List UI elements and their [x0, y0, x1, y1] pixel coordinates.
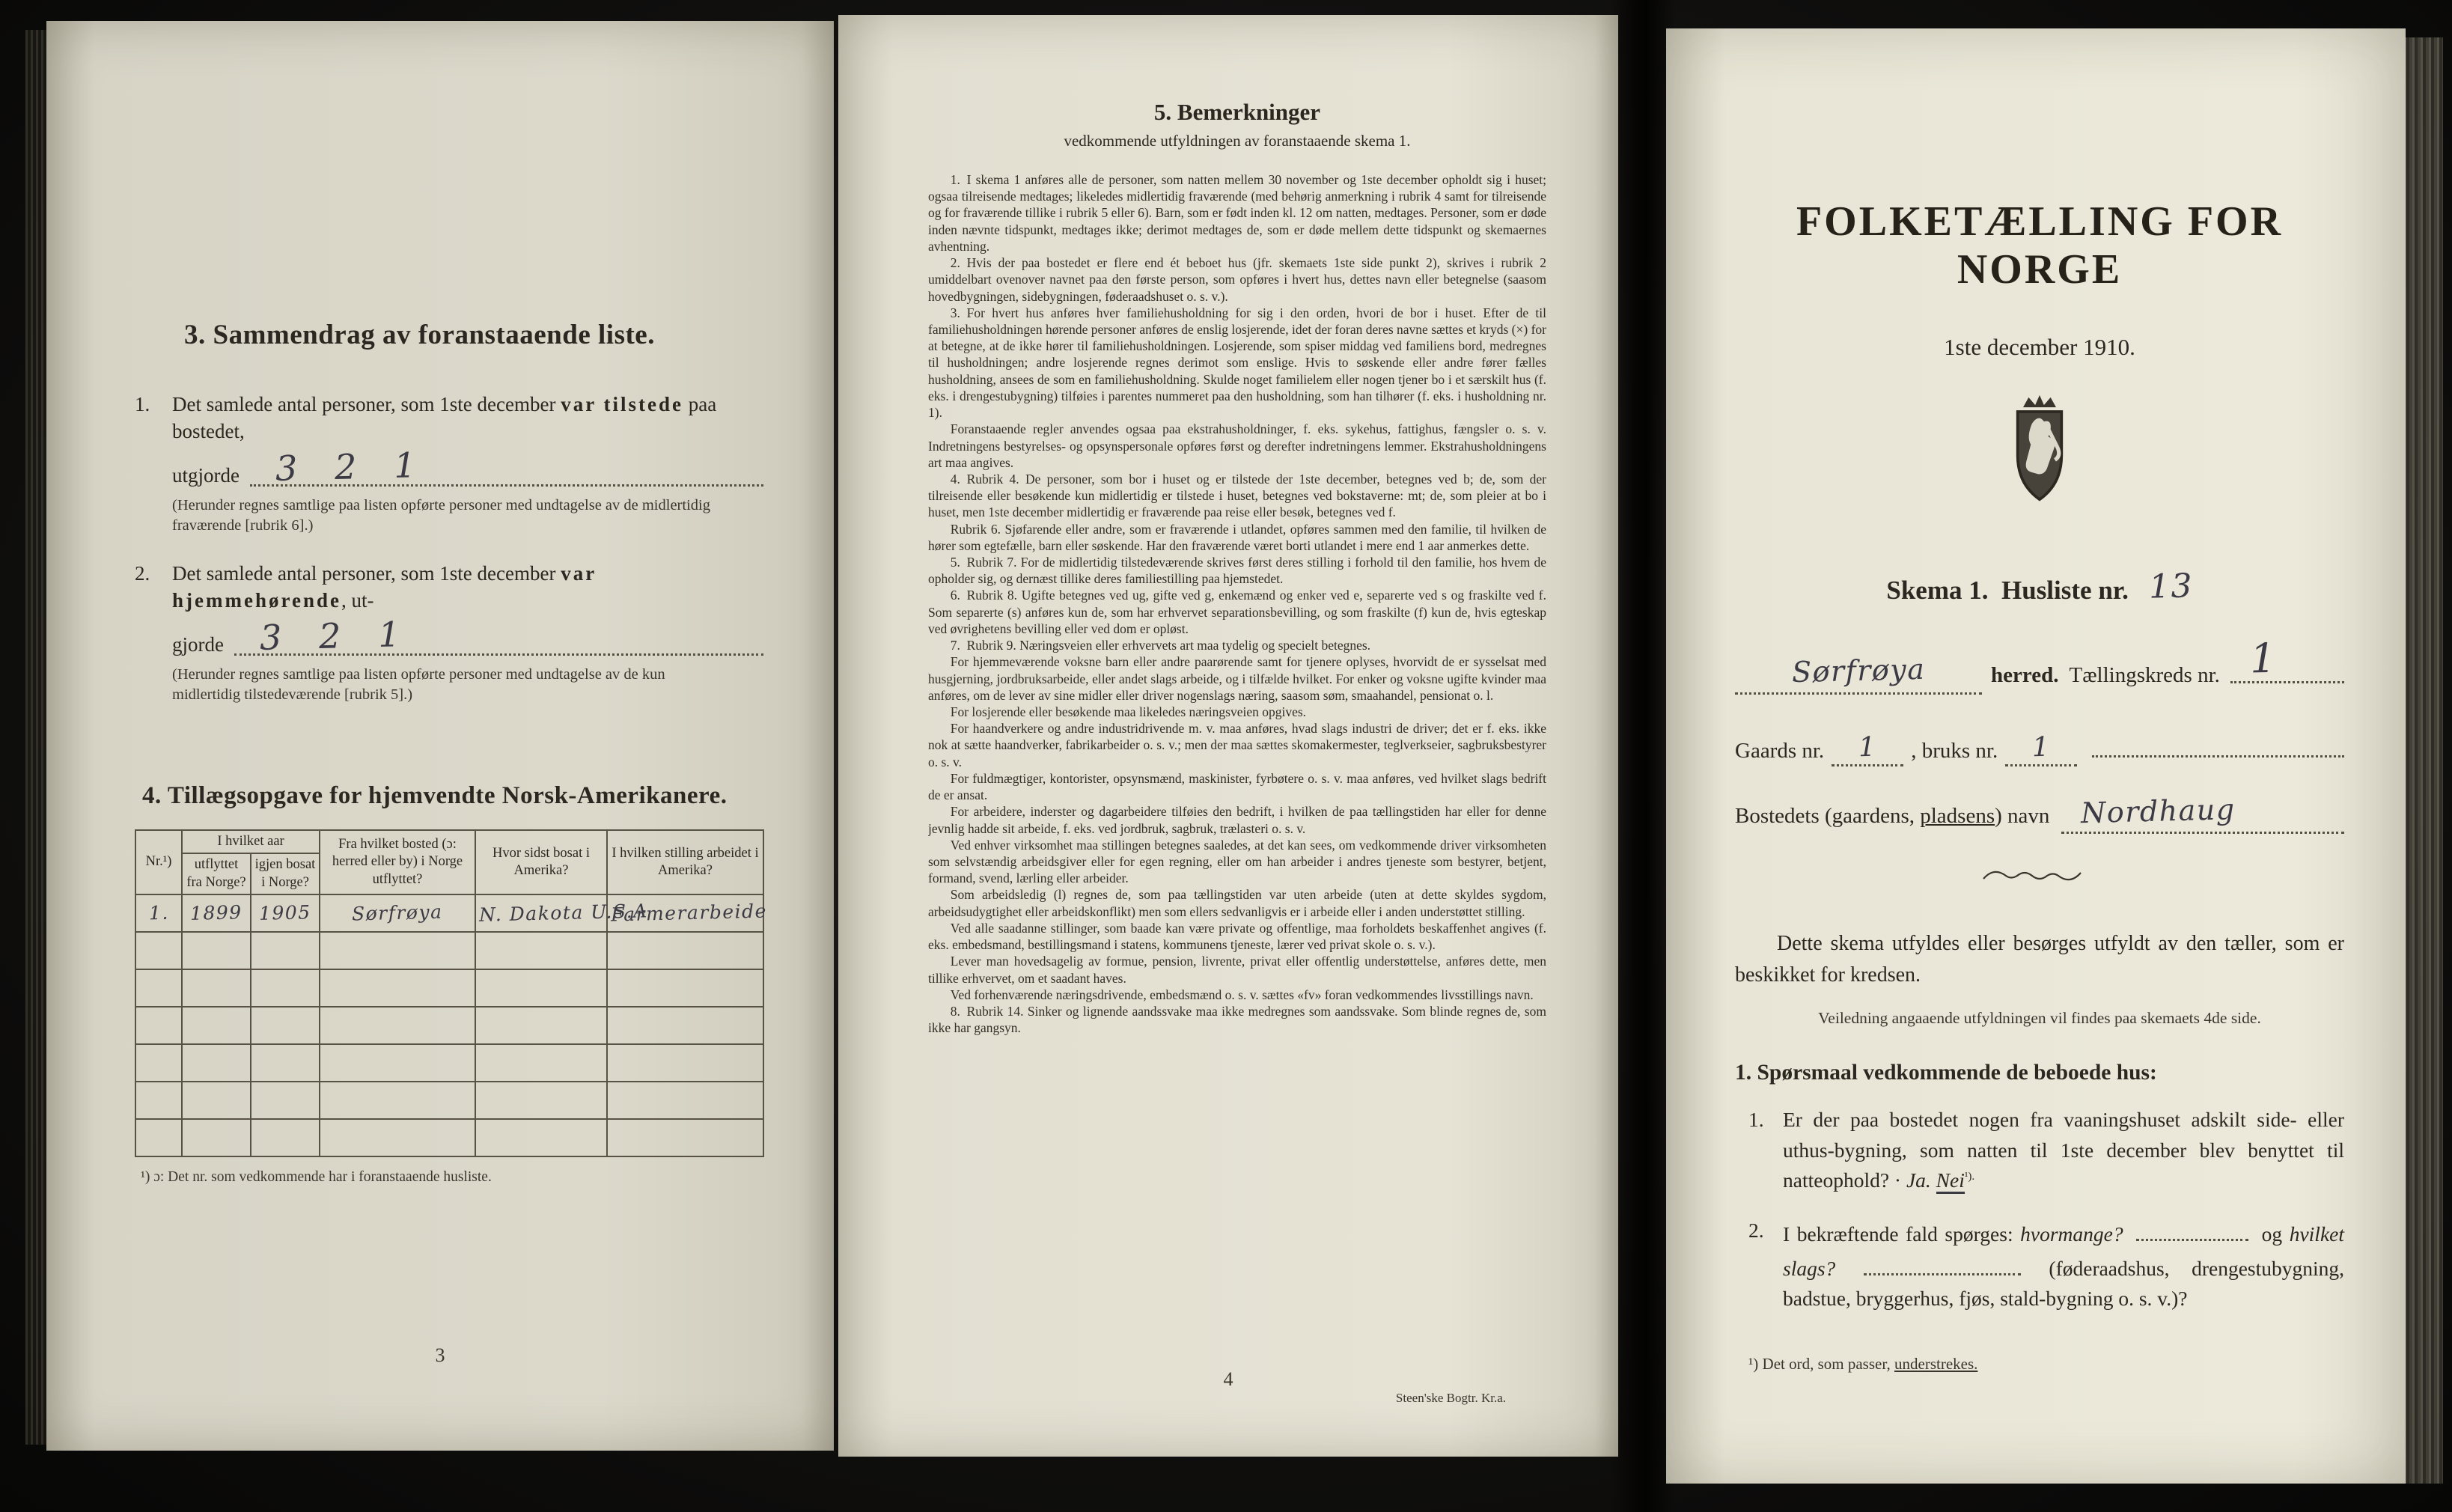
- husliste-number: 13: [2147, 567, 2194, 606]
- amerika-table-cell: [475, 894, 649, 932]
- skema-line: [1735, 569, 2344, 607]
- question-2: [1735, 1216, 2344, 1314]
- amerika-table-cell: [135, 894, 182, 932]
- right-page: [1666, 28, 2406, 1484]
- question-1: [1735, 1105, 2344, 1196]
- left-page-content: [46, 21, 834, 1451]
- answer-blank: [1864, 1250, 2021, 1275]
- bruk-number: 1: [2031, 731, 2051, 763]
- remark-paragraph: Foranstaaende regler anvendes ogsaa paa ekstrahusholdninger, f. eks. sykehus, fattighus, fængsler o. s. v. Indretningens bestyrelses- og opsynspersonale opføres først og derefter indretningens lemmer. Ekstrahusholdningens art maa angives.: [928, 421, 1546, 470]
- summary-fill-line: [172, 614, 763, 659]
- remark-paragraph: Ved alle saadanne stillinger, som baade kan være private og offentlige, maa forholdets beskaffenhet angives (f. eks. embedsmand, bestillingsmand i statens, kommunens tjeneste, lærer ved privat skole o. s. v.).: [928, 920, 1546, 953]
- amerika-table-cell: [251, 894, 320, 932]
- question-text: Er der paa bostedet nogen fra vaaningshuset adskilt side- eller uthus-bygning, som natten til 1ste december blev benyttet til natteophold? ·: [1783, 1108, 2344, 1192]
- amerika-table-cell: [320, 1007, 475, 1044]
- flourish-divider-icon: [1735, 867, 2344, 889]
- remarks-title: 5. Bemerkninger: [1153, 99, 1321, 125]
- amerika-table-cell: [475, 969, 607, 1007]
- bruk-blank: [2005, 731, 2077, 766]
- summary-text: utgjorde: [172, 464, 240, 487]
- kreds-blank: [2230, 634, 2344, 683]
- amerika-table-cell: [320, 969, 475, 1007]
- remark-paragraph: For arbeidere, inderster og dagarbeidere tilføies den bedrift, i hvilken de paa tællingstiden har eller for denne jevnlig hadde sit arbeide, f. eks. ved jordbruk, sagbruk, trælasteri o. s. v.: [928, 804, 1546, 836]
- amerika-table-row: [135, 1082, 763, 1119]
- column-header-nr: Nr.¹): [135, 830, 182, 894]
- coat-of-arms-icon: [1735, 391, 2344, 527]
- question-text: I bekræftende fald spørges:: [1783, 1222, 2021, 1246]
- page-number-left: 3: [435, 1344, 445, 1366]
- amerika-table-cell: [182, 1044, 251, 1082]
- page-footnote: [1735, 1355, 2344, 1374]
- amerika-table-cell: [607, 932, 763, 969]
- herred-line: [1735, 634, 2344, 695]
- bosted-label: [1735, 804, 2049, 829]
- gaard-number: 1: [1858, 731, 1877, 763]
- amerika-table-cell: [475, 1044, 607, 1082]
- amerika-table-cell: [135, 969, 182, 1007]
- fill-in-blank: [250, 445, 763, 490]
- bosted-label-pre: Bostedets (gaardens,: [1735, 804, 1921, 828]
- remark-paragraph: For haandverkere og andre industridrivende m. v. maa anføres, hvad slags industri de driver; det er f. eks. ikke nok at sætte haandverker, fabrikarbeider o. s. v.; men der maa sættes skomakermester, teglverkseier, sagbruksbestyrer o. s. v.: [928, 721, 1546, 769]
- handwritten-entry: Farmerarbeide: [610, 900, 768, 926]
- remark-paragraph: 7. Rubrik 9. Næringsveien eller erhvervets art maa tydelig og specielt betegnes.: [950, 638, 1371, 653]
- section4-title: 4. Tillægsopgave for hjemvendte Norsk-Amerikanere.: [142, 782, 728, 810]
- amerika-table-cell: [607, 1044, 763, 1082]
- remark-paragraph: 5. Rubrik 7. For de midlertidig tilstedeværende skrives først deres stilling i forhold til den familie, hos hvem de opholder sig, og dernæst tillike deres familiestilling paa hjemstedet.: [928, 555, 1546, 587]
- summary-emphasis: var hjemmehørende: [172, 562, 597, 612]
- question-number: 1.: [1748, 1108, 1764, 1131]
- column-header-igjen: igjen bosat i Norge?: [251, 853, 320, 894]
- amerika-table-cell: [182, 894, 251, 932]
- summary-emphasis: var tilstede: [561, 393, 683, 415]
- bruk-label: bruks nr.: [1921, 739, 1998, 763]
- page-edge-stack-right: [2404, 37, 2443, 1484]
- amerika-table-cell: [135, 1044, 182, 1082]
- question-italic: hvormange?: [2020, 1222, 2123, 1246]
- amerika-table-row: [135, 1119, 763, 1156]
- gaards-line: Gaards nr. 1 , bruks nr. 1: [1735, 725, 2344, 766]
- answer-ja: Ja.: [1906, 1168, 1931, 1192]
- remark-paragraph: 2. Hvis der paa bostedet er flere end ét beboet hus (jfr. skemaets 1ste side punkt 2), skrives i rubrik 2 umiddelbart ovenover navnet paa den første person, som opføres i hvert hus, dettes navn eller betegnelse (saasom hovedbygningen, sidebygningen, føderaadshuset o. s. v.).: [928, 255, 1546, 304]
- summary-line: [172, 391, 763, 445]
- amerika-table-cell: [135, 1119, 182, 1156]
- amerika-table-cell: [251, 1007, 320, 1044]
- amerika-table-cell: [475, 1082, 607, 1119]
- item-number: 1.: [135, 393, 150, 415]
- middle-page: [838, 15, 1618, 1457]
- amerika-table-cell: [607, 1119, 763, 1156]
- remark-paragraph: 8. Rubrik 14. Sinker og lignende aandssvake maa ikke medregnes som aandssvake. Som blinde regnes de, som ikke har gangsyn.: [928, 1003, 1546, 1036]
- census-date: 1ste december 1910.: [1944, 334, 2135, 360]
- bosted-name: Nordhaug: [2080, 793, 2236, 830]
- herred-label: herred.: [1991, 663, 2059, 687]
- table-footnote: ¹) ɔ: Det nr. som vedkommende har i foranstaaende husliste.: [141, 1168, 492, 1185]
- footnote-mark: ¹).: [1964, 1171, 1975, 1183]
- skema-label: Skema 1.: [1886, 576, 1989, 605]
- amerika-table-cell: [607, 969, 763, 1007]
- amerika-table-cell: [182, 969, 251, 1007]
- amerika-table-cell: [182, 1119, 251, 1156]
- summary-text: , ut-: [341, 588, 374, 612]
- column-header-bosted: Fra hvilket bosted (ɔ: herred eller by) i Norge utflyttet?: [320, 830, 475, 894]
- answer-blank: [2136, 1216, 2248, 1241]
- question-number: 2.: [1748, 1219, 1764, 1243]
- amerika-table-row: [135, 894, 763, 932]
- herred-blank: [1735, 652, 1982, 695]
- amerika-table-body: [135, 894, 768, 1156]
- kreds-label: Tællingskreds nr.: [2069, 663, 2220, 687]
- remark-paragraph: 6. Rubrik 8. Ugifte betegnes ved ug, gifte ved g, enkemænd og enker ved e, separerte ved s og fraskilte ved f. Som separerte (s) anføres kun de, som har erhvervet separationsbevilling, og som fraskilte (f) kun de, hvis egteskap ved øvrighetens bevilling eller ved dom er opløst.: [928, 588, 1546, 636]
- amerika-table-cell: [475, 932, 607, 969]
- amerika-table-cell: [182, 1082, 251, 1119]
- summary-line: [172, 561, 763, 614]
- amerika-table-row: [135, 1044, 763, 1082]
- page-number-middle: 4: [1223, 1368, 1233, 1390]
- remark-paragraph: Rubrik 6. Sjøfarende eller andre, som er fraværende i utlandet, opføres sammen med den familie, til hvilken de hører som egtefælle, barn eller søskende. Har den fraværende været borti utlandet i mere end 1 aar anmerkes dette.: [928, 521, 1546, 553]
- kreds-number: 1: [2249, 634, 2278, 683]
- column-header-utflyttet: utflyttet fra Norge?: [182, 853, 251, 894]
- gaard-label: Gaards nr.: [1735, 739, 1825, 763]
- answer-nei: Nei: [1936, 1168, 1965, 1194]
- summary-item-2: [135, 561, 763, 704]
- middle-page-content: [838, 15, 1618, 1457]
- footnote-underlined: understrekes.: [1894, 1355, 1978, 1374]
- amerika-table: [135, 829, 768, 1156]
- amerika-table-row: [135, 969, 763, 1007]
- amerika-table-cell: [251, 932, 320, 969]
- amerika-table-cell: [135, 1007, 182, 1044]
- item-number: 2.: [135, 562, 150, 585]
- remark-paragraph: Ved enhver virksomhet maa stillingen betegnes saaledes, at det kan sees, om vedkommende driver virksomheten som selvstændig arbeidsgiver eller for egen regning, eller om han arbeider i andres tjeneste som bestyrer, betjent, formand, svend, lærling eller arbeider.: [928, 837, 1546, 886]
- teller-paragraph: Dette skema utfyldes eller besørges utfyldt av den tæller, som er beskikket for kredsen.: [1735, 932, 2344, 987]
- husliste-label: Husliste nr.: [2001, 576, 2129, 605]
- amerika-table-cell: [182, 932, 251, 969]
- remark-paragraph: 1. I skema 1 anføres alle de personer, som natten mellem 30 november og 1ste december opholdt sig i huset; ogsaa tilreisende medtages; likeledes midlertidig fraværende (med behørig anmerkning i rubrik 4 samt for tilreisende og for fraværende tillike i rubrik 5 eller 6). Barn, som er født inden kl. 12 om natten, medtages. Personer, som er døde inden nævnte tidspunkt, medtages ikke; derimot medtages de, som er døde mellem dette tidspunkt og skemaernes avhentning.: [928, 172, 1546, 254]
- printer-mark: Steen'ske Bogtr. Kr.a.: [1395, 1391, 1506, 1405]
- remarks-list: [928, 171, 1546, 1036]
- remark-paragraph: For hjemmeværende voksne barn eller andre paarørende samt for tjenere oplyses, hvorvidt de er sysselsat med husgjerning, jordbruksarbeide, eller andet slags arbeide, og i tilfælde hvilket. For enker og voksne ugifte kvinder maa anføres, om de lever av sine midler eller driver nogenslags næring, saasom søm, smaahandel, pensionat o. l.: [928, 654, 1546, 703]
- summary-text: gjorde: [172, 633, 224, 656]
- amerika-table-cell: [320, 932, 475, 969]
- remark-paragraph: Som arbeidsledig (l) regnes de, som paa tællingstiden var uten arbeide (uten at dette skyldes sygdom, arbeidsudygtighet eller arbeidskonflikt) men som ellers sedvanligvis er i arbeide eller i anden understøttet stilling.: [928, 887, 1546, 919]
- remark-paragraph: Lever man hovedsagelig av formue, pension, livrente, privat eller offentlig understøttelse, anføres dette, men tillike erhvervet, om et saadant haves.: [928, 954, 1546, 986]
- question-italic: hvilket slags?: [1783, 1222, 2344, 1280]
- summary-note: (Herunder regnes samtlige paa listen opførte personer med undtagelse av de midlertidig fraværende [rubrik 6].): [172, 496, 710, 534]
- census-title: FOLKETÆLLING FOR NORGE: [1796, 198, 2284, 293]
- bosted-label-underlined: pladsens: [1920, 804, 1995, 828]
- amerika-table-cell: [320, 1119, 475, 1156]
- amerika-table-cell: [251, 1119, 320, 1156]
- bosted-blank: [2061, 793, 2344, 834]
- summary-item-1: [135, 391, 763, 535]
- summary-text: Det samlede antal personer, som 1ste december: [172, 393, 561, 415]
- handwritten-entry: 1899: [189, 901, 243, 925]
- summary-fill-line: [172, 445, 763, 490]
- amerika-table-cell: [320, 1082, 475, 1119]
- handwritten-entry: N. Dakota U.S.A: [478, 900, 649, 926]
- amerika-table-cell: [251, 1044, 320, 1082]
- question-text: og: [2261, 1222, 2290, 1246]
- amerika-table-cell: [607, 1082, 763, 1119]
- handwritten-entry: 1905: [258, 901, 312, 925]
- veiledning-note: Veiledning angaaende utfyldningen vil findes paa skemaets 4de side.: [1818, 1009, 2261, 1027]
- summary-note: (Herunder regnes samtlige paa listen opførte personer med undtagelse av de kun midlertidig tilstedeværende [rubrik 5].): [172, 666, 665, 703]
- handwritten-count: 3 2 1: [259, 614, 402, 659]
- fill-in-blank: [234, 614, 763, 659]
- column-group-year: I hvilket aar: [182, 830, 320, 853]
- left-page: [46, 21, 834, 1451]
- amerika-table-cell: [251, 1082, 320, 1119]
- handwritten-entry: 1.: [148, 901, 169, 924]
- handwritten-entry: Sørfrøya: [351, 900, 444, 925]
- handwritten-count: 3 2 1: [275, 445, 418, 490]
- herred-name: Sørfrøya: [1791, 652, 1926, 689]
- remarks-subtitle: vedkommende utfyldningen av foranstaaende skema 1.: [1064, 132, 1411, 150]
- column-header-amerika: Hvor sidst bosat i Amerika?: [475, 830, 607, 894]
- questions-heading: 1. Spørsmaal vedkommende de beboede hus:: [1735, 1061, 2157, 1085]
- footnote-text: ¹) Det ord, som passer,: [1748, 1355, 1894, 1374]
- question-text: (føderaadshus, drengestubygning, badstue, bryggerhus, fjøs, stald-bygning o. s. v.)?: [1783, 1256, 2345, 1311]
- column-header-stilling: I hvilken stilling arbeidet i Amerika?: [607, 830, 763, 894]
- remark-paragraph: 4. Rubrik 4. De personer, som bor i huset og er tilstede der 1ste december, betegnes ved b; de, som der tilreisende eller besøkende kun midlertidig er tilstede i huset, betegnes ved bokstaverne: mt; de, som pleier at bo i huset, men 1ste december midlertidig er fraværende paa reise eller besøk, betegnes ved f.: [928, 471, 1546, 520]
- section3-title: 3. Sammendrag av foranstaaende liste.: [184, 320, 655, 350]
- amerika-table-cell: [135, 1082, 182, 1119]
- amerika-table-row: [135, 1007, 763, 1044]
- right-page-content: [1666, 28, 2406, 1484]
- amerika-table-cell: [251, 969, 320, 1007]
- summary-text: Det samlede antal personer, som 1ste december: [172, 562, 561, 585]
- amerika-table-cell: [475, 1119, 607, 1156]
- amerika-table-cell: [475, 1007, 607, 1044]
- bosted-label-post: ) navn: [1995, 804, 2050, 828]
- summary-text: paa bostedet,: [172, 393, 717, 442]
- trailing-blank: [2092, 725, 2344, 757]
- remark-paragraph: 3. For hvert hus anføres hver familiehusholdning for sig i den orden, hvori de bor i huset. Efter de til familiehusholdningen hørende personer anføres de enslig losjerende, idet der foran deres navne sættes et kryds (×) for at betegne, at de ikke hører til familiehusholdningen. Losjerende, som spiser middag ved familiens bord, medregnes til husholdningen; andre losjerende regnes derimot som enslige. Hvis to søskende eller andre fører fælles husholdning, ansees de som en familiehusholdning. Skulde noget familielem eller nogen tjener bo i et særskilt hus (f. eks. i drengestubygning) tilføies i parentes nummeret paa den husholdning, som han tilhører (f. eks. i husholdning nr. 1).: [928, 305, 1546, 421]
- amerika-table-row: [135, 932, 763, 969]
- amerika-table-cell: [320, 894, 475, 932]
- bosted-line: [1735, 793, 2344, 834]
- amerika-table-cell: [182, 1007, 251, 1044]
- amerika-table-header: [135, 830, 763, 894]
- amerika-table-cell: [607, 1007, 763, 1044]
- remark-paragraph: For losjerende eller besøkende maa likeledes næringsveien opgives.: [950, 704, 1307, 719]
- gaard-blank: [1832, 731, 1903, 766]
- amerika-table-cell: [135, 932, 182, 969]
- page-edge-stack-left: [25, 30, 48, 1445]
- remark-paragraph: Ved forhenværende næringsdrivende, embedsmænd o. s. v. sættes «fv» foran vedkommendes livsstillings navn.: [950, 987, 1534, 1002]
- remark-paragraph: For fuldmægtiger, kontorister, opsynsmænd, maskinister, fyrbøtere o. s. v. maa anføres, ved hvilket slags bedrift de er ansat.: [928, 770, 1546, 803]
- amerika-table-cell: [320, 1044, 475, 1082]
